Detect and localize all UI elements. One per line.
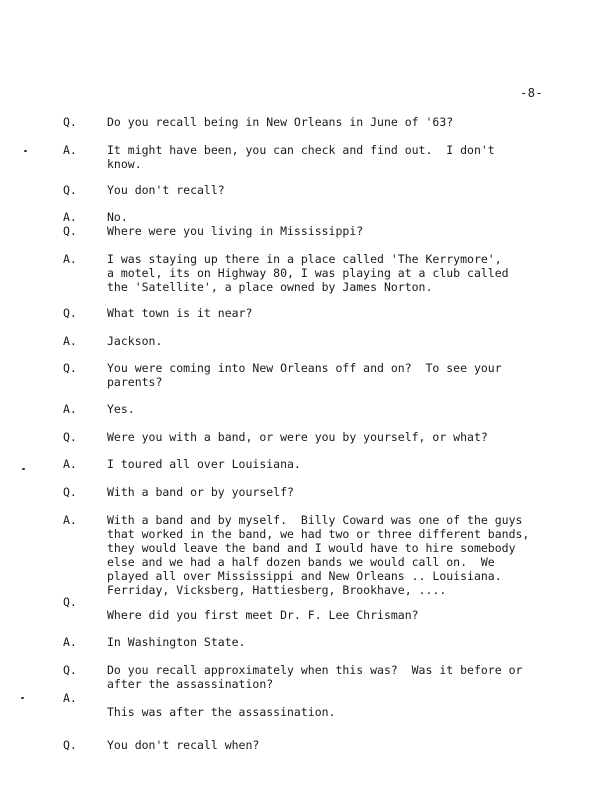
answer-text: Jackson. (107, 334, 163, 348)
answer-label: A. (63, 334, 77, 348)
answer-text: This was after the assassination. (107, 705, 336, 719)
answer-label: A. (63, 210, 77, 224)
question-text: You don't recall when? (107, 738, 260, 752)
answer-text: It might have been, you can check and find out. I don't know. (107, 143, 495, 171)
question-label: Q. (63, 115, 77, 129)
answer-label: A. (63, 252, 77, 266)
question-text: Do you recall approximately when this was? Was it before or after the assassination? (107, 663, 523, 691)
question-text: Where did you first meet Dr. F. Lee Chrisman? (107, 608, 419, 622)
answer-label: A. (63, 513, 77, 527)
answer-text: With a band and by myself. Billy Coward was one of the guys that worked in the band, we had two or three different bands, they would leave the band and I would have to hire somebody else and we had a half dozen bands we would call on. We played all over Mississippi and New Orleans .. Louisiana. Ferriday, Vicksberg, Hattiesberg, Brookhave, .... (107, 513, 530, 597)
question-label: Q. (63, 485, 77, 499)
question-text: Were you with a band, or were you by yourself, or what? (107, 430, 488, 444)
answer-text: I was staying up there in a place called 'The Kerrymore', a motel, its on Highway 80, I was playing at a club called the 'Satellite', a place owned by James Norton. (107, 252, 509, 294)
page-number: -8- (520, 86, 544, 100)
scan-speck (21, 697, 24, 699)
scan-speck (24, 150, 27, 152)
question-label: Q. (63, 595, 77, 609)
question-text: Do you recall being in New Orleans in June of '63? (107, 115, 454, 129)
answer-label: A. (63, 635, 77, 649)
answer-text: I toured all over Louisiana. (107, 457, 301, 471)
question-label: Q. (63, 738, 77, 752)
question-label: Q. (63, 183, 77, 197)
question-text: You were coming into New Orleans off and on? To see your parents? (107, 361, 502, 389)
question-text: What town is it near? (107, 306, 253, 320)
answer-text: In Washington State. (107, 635, 246, 649)
answer-label: A. (63, 457, 77, 471)
question-text: Where were you living in Mississippi? (107, 224, 364, 238)
question-label: Q. (63, 224, 77, 238)
scan-speck (22, 468, 25, 470)
question-label: Q. (63, 430, 77, 444)
question-text: You don't recall? (107, 183, 225, 197)
question-text: With a band or by yourself? (107, 485, 294, 499)
question-label: Q. (63, 361, 77, 375)
question-label: Q. (63, 306, 77, 320)
question-label: Q. (63, 663, 77, 677)
answer-text: No. (107, 210, 128, 224)
answer-label: A. (63, 143, 77, 157)
answer-label: A. (63, 691, 77, 705)
answer-label: A. (63, 402, 77, 416)
answer-text: Yes. (107, 402, 135, 416)
